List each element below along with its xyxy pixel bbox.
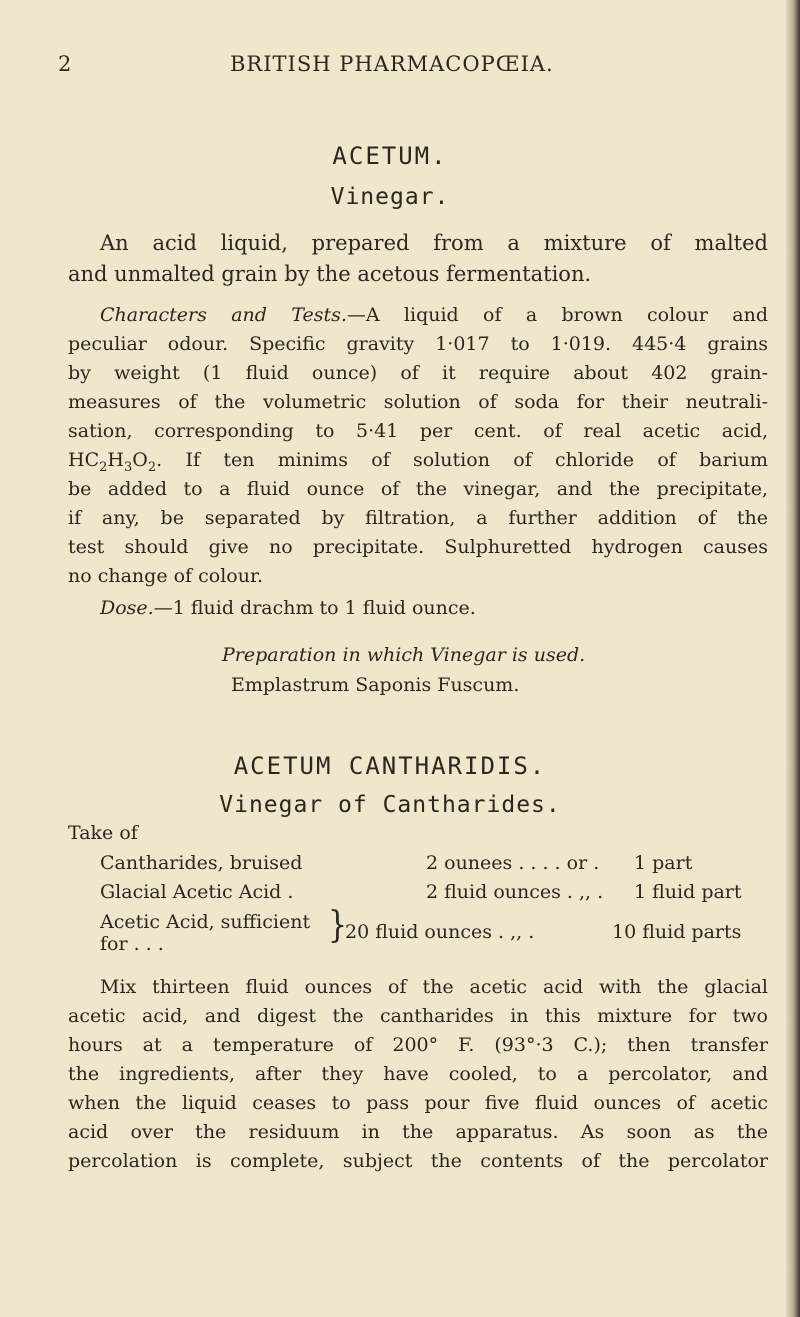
characters-line: Characters and Tests.—A liquid of a brown colour and	[100, 304, 768, 326]
recipe-qty: 2 ounees . . . . or .	[426, 852, 600, 874]
acetum-intro	[68, 228, 768, 290]
recipe-qty: 2 fluid ounces . ,, .	[426, 881, 604, 903]
characters-line: be added to a fluid ounce of the vinegar, and the precipitate,	[68, 478, 768, 500]
method-line: when the liquid ceases to pass pour five fluid ounces of acetic	[68, 1092, 768, 1114]
acetum-cantharidis-title: ACETUM CANTHARIDIS.	[233, 752, 547, 780]
recipe-item-continued: for . . .	[100, 933, 164, 955]
dose-label: Dose.	[100, 597, 154, 619]
recipe-item: Acetic Acid, sufficient	[100, 911, 311, 933]
page-edge-shadow	[786, 0, 800, 1317]
characters-line: sation, corresponding to 5·41 per cent. of real acetic acid,	[68, 420, 768, 442]
recipe-part: 1 fluid part	[634, 881, 742, 903]
running-title: BRITISH PHARMACOPŒIA.	[230, 52, 554, 76]
brace: }	[328, 904, 348, 947]
dose-text: —1 fluid drachm to 1 fluid ounce.	[153, 597, 476, 619]
chemical-formula: $HC_2H_3O_2$.	[68, 449, 163, 475]
preparation-label: Preparation in which Vinegar is used.	[222, 644, 586, 666]
recipe-item: Glacial Acetic Acid .	[100, 881, 294, 903]
characters-line: measures of the volumetric solution of soda for their neutrali-	[68, 391, 768, 413]
characters-label: Characters and Tests.	[100, 304, 347, 326]
intro-line: An acid liquid, prepared from a mixture of malted	[100, 231, 768, 255]
method-line: the ingredients, after they have cooled, to a percolator, and	[68, 1063, 768, 1085]
characters-line: no change of colour.	[68, 565, 263, 587]
page-number: 2	[58, 52, 73, 76]
characters-line: if any, be separated by filtration, a further addition of the	[68, 507, 768, 529]
take-of: Take of	[68, 822, 138, 844]
characters-and-tests	[68, 301, 768, 591]
method-paragraph	[68, 973, 768, 1176]
recipe-qty: 20 fluid ounces . ,, .	[345, 921, 535, 943]
dose-line	[100, 597, 476, 619]
method-line: acid over the residuum in the apparatus. As soon as the	[68, 1121, 768, 1143]
characters-line: peculiar odour. Specific gravity 1·017 to 1·019. 445·4 grains	[68, 333, 768, 355]
recipe-part: 1 part	[634, 852, 693, 874]
preparation-item: Emplastrum Saponis Fuscum.	[231, 674, 520, 696]
recipe-part: 10 fluid parts	[612, 921, 742, 943]
characters-line: test should give no precipitate. Sulphuretted hydrogen causes	[68, 536, 768, 558]
recipe-item: Cantharides, bruised	[100, 852, 303, 874]
acetum-cantharidis-subtitle: Vinegar of Cantharides.	[219, 792, 561, 818]
intro-line: and unmalted grain by the acetous fermentation.	[68, 262, 592, 286]
method-line: hours at a temperature of 200° F. (93°·3 C.); then transfer	[68, 1034, 768, 1056]
method-line: acetic acid, and digest the cantharides in this mixture for two	[68, 1005, 768, 1027]
method-line: percolation is complete, subject the contents of the percolator	[68, 1150, 768, 1172]
characters-line: by weight (1 fluid ounce) of it require about 402 grain-	[68, 362, 768, 384]
acetum-title: ACETUM.	[332, 142, 448, 170]
running-header	[0, 52, 780, 84]
characters-line: $HC_2H_3O_2$. If ten minims of solution of chloride of barium	[68, 449, 769, 475]
acetum-subtitle: Vinegar.	[330, 184, 450, 210]
method-line: Mix thirteen fluid ounces of the acetic acid with the glacial	[100, 976, 768, 998]
